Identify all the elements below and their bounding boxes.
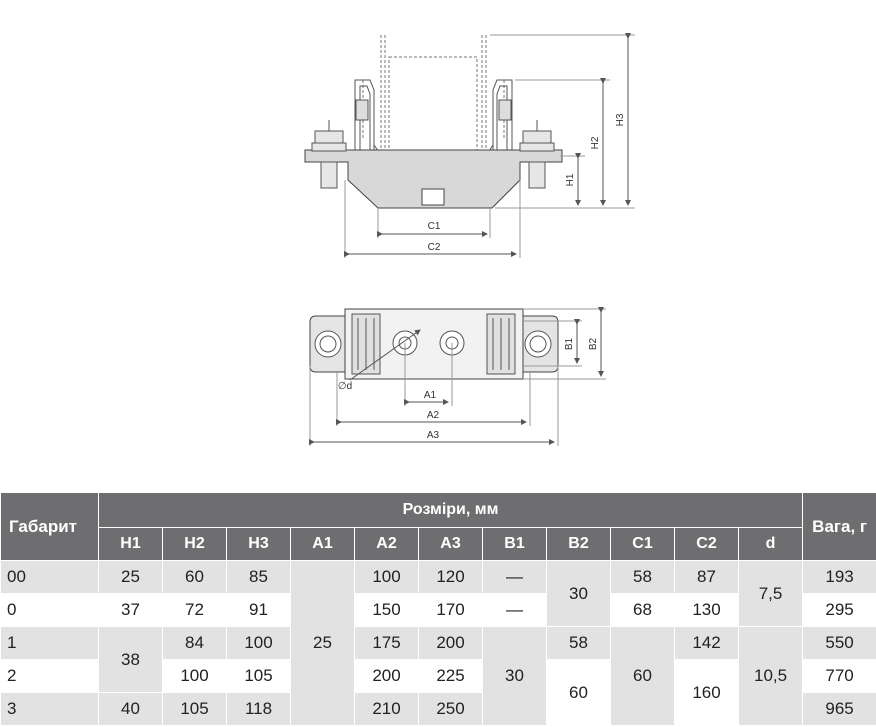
dimensions-table (0, 492, 876, 726)
cell-c2: 87 (675, 561, 739, 594)
col-header-b1: B1 (483, 528, 547, 561)
cell-a1-merged: 25 (291, 561, 355, 726)
cell-a2: 175 (355, 627, 419, 660)
cell-c1: 58 (611, 561, 675, 594)
table-row (1, 561, 876, 594)
cell-b2-merged: 60 (547, 660, 611, 726)
cell-a2: 100 (355, 561, 419, 594)
cell-h2: 105 (163, 693, 227, 726)
cell-a3: 250 (419, 693, 483, 726)
dim-a2-label: A2 (426, 410, 440, 421)
dim-h3-label: H3 (615, 113, 626, 127)
cell-b2-merged: 30 (547, 561, 611, 627)
cell-h3: 105 (227, 660, 291, 693)
table-header-row (1, 493, 876, 528)
col-header-c2: C2 (675, 528, 739, 561)
dim-b2-label: B2 (588, 337, 599, 351)
cell-gabaryt: 2 (1, 660, 99, 693)
dim-a3-label: A3 (426, 430, 440, 441)
dim-a1-label: A1 (423, 390, 437, 401)
cell-h2: 84 (163, 627, 227, 660)
col-header-d: d (739, 528, 803, 561)
cell-vaga: 193 (803, 561, 876, 594)
front-view-drawing (305, 35, 635, 258)
col-header-b2: B2 (547, 528, 611, 561)
cell-c2: 130 (675, 594, 739, 627)
col-header-c1: C1 (611, 528, 675, 561)
cell-c2-merged: 160 (675, 660, 739, 726)
cell-vaga: 295 (803, 594, 876, 627)
dim-c2-label: C2 (427, 242, 441, 253)
cell-a3: 225 (419, 660, 483, 693)
dim-b1-label: B1 (564, 337, 575, 351)
col-header-h1: H1 (99, 528, 163, 561)
cell-a2: 150 (355, 594, 419, 627)
col-header-a3: A3 (419, 528, 483, 561)
cell-a3: 200 (419, 627, 483, 660)
table-subheader-row (1, 528, 876, 561)
col-header-a2: A2 (355, 528, 419, 561)
cell-a3: 170 (419, 594, 483, 627)
cell-a2: 200 (355, 660, 419, 693)
cell-h2: 72 (163, 594, 227, 627)
dim-d-label: ∅d (337, 381, 353, 392)
cell-h1: 40 (99, 693, 163, 726)
cell-d-merged: 10,5 (739, 627, 803, 726)
dim-h2-label: H2 (590, 136, 601, 150)
cell-b1-merged: 30 (483, 627, 547, 726)
cell-h1: 37 (99, 594, 163, 627)
cell-vaga: 770 (803, 660, 876, 693)
cell-h3: 85 (227, 561, 291, 594)
dim-c1-label: C1 (427, 221, 441, 232)
cell-a3: 120 (419, 561, 483, 594)
cell-b1: — (483, 561, 547, 594)
cell-d-merged: 7,5 (739, 561, 803, 627)
col-header-vaga: Вага, г (803, 493, 876, 561)
col-header-h2: H2 (163, 528, 227, 561)
cell-h2: 100 (163, 660, 227, 693)
cell-c1: 68 (611, 594, 675, 627)
cell-c2: 142 (675, 627, 739, 660)
col-header-h3: H3 (227, 528, 291, 561)
cell-a2: 210 (355, 693, 419, 726)
cell-gabaryt: 1 (1, 627, 99, 660)
dim-h1-label: H1 (565, 173, 576, 187)
cell-h3: 91 (227, 594, 291, 627)
cell-h1: 25 (99, 561, 163, 594)
cell-c1-merged: 60 (611, 627, 675, 726)
cell-gabaryt: 00 (1, 561, 99, 594)
cell-h1-merged: 38 (99, 627, 163, 693)
group-header-dimensions: Розміри, мм (99, 493, 803, 528)
cell-h3: 118 (227, 693, 291, 726)
cell-b2: 58 (547, 627, 611, 660)
cell-gabaryt: 0 (1, 594, 99, 627)
cell-h2: 60 (163, 561, 227, 594)
col-header-gabaryt: Габарит (1, 493, 99, 561)
cell-vaga: 550 (803, 627, 876, 660)
col-header-a1: A1 (291, 528, 355, 561)
cell-vaga: 965 (803, 693, 876, 726)
cell-h3: 100 (227, 627, 291, 660)
cell-gabaryt: 3 (1, 693, 99, 726)
top-view-drawing (310, 309, 606, 446)
table-row (1, 627, 876, 660)
cell-b1: — (483, 594, 547, 627)
